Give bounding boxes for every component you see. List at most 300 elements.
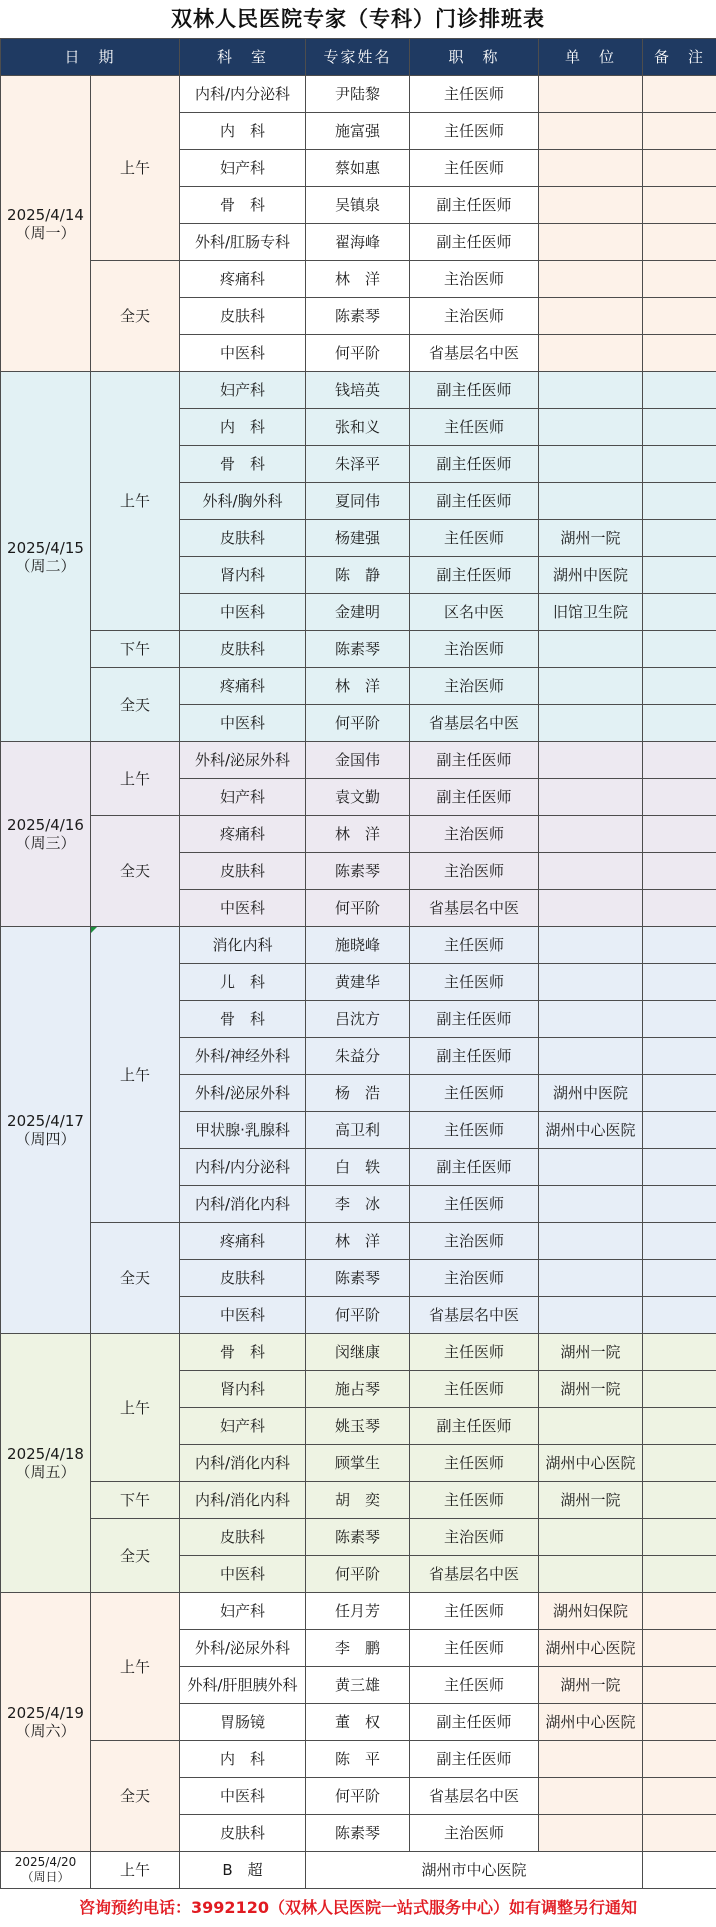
remark-cell	[643, 1556, 716, 1593]
unit-cell: 湖州一院	[539, 1667, 643, 1704]
doctor-title-cell: 主任医师	[410, 1186, 539, 1223]
doctor-name-cell: 何平阶	[306, 1778, 410, 1815]
unit-cell	[539, 816, 643, 853]
unit-cell: 湖州中医院	[539, 1075, 643, 1112]
session-label: 全天	[120, 1547, 150, 1565]
unit-cell	[539, 668, 643, 705]
doctor-title-cell: 副主任医师	[410, 1704, 539, 1741]
weekday-text: （周一）	[1, 224, 90, 242]
remark-cell	[643, 1593, 716, 1630]
doctor-name-cell: 李 鹏	[306, 1630, 410, 1667]
doctor-title-cell: 副主任医师	[410, 779, 539, 816]
date-cell	[1, 1334, 91, 1593]
unit-cell: 湖州中医院	[539, 557, 643, 594]
doctor-title-cell: 副主任医师	[410, 557, 539, 594]
session-label: 全天	[120, 1269, 150, 1287]
schedule-row	[1, 1852, 716, 1889]
remark-cell	[643, 1112, 716, 1149]
doctor-name-cell: 朱泽平	[306, 446, 410, 483]
remark-cell	[643, 668, 716, 705]
doctor-name-cell: 陈素琴	[306, 1815, 410, 1852]
remark-cell	[643, 520, 716, 557]
schedule-row	[1, 631, 716, 668]
doctor-title-cell: 副主任医师	[410, 1038, 539, 1075]
unit-cell: 旧馆卫生院	[539, 594, 643, 631]
doctor-name-cell: 何平阶	[306, 1556, 410, 1593]
department-cell: 皮肤科	[180, 520, 306, 557]
department-cell: 中医科	[180, 1778, 306, 1815]
doctor-title-cell: 副主任医师	[410, 224, 539, 261]
remark-cell	[643, 705, 716, 742]
remark-cell	[643, 1260, 716, 1297]
date-cell	[1, 372, 91, 742]
header-unit: 单 位	[539, 39, 643, 76]
weekday-text: （周六）	[1, 1722, 90, 1740]
session-cell	[91, 1593, 180, 1741]
unit-cell: 湖州一院	[539, 1334, 643, 1371]
unit-cell	[539, 446, 643, 483]
doctor-name-cell: 陈 静	[306, 557, 410, 594]
department-cell: 内 科	[180, 1741, 306, 1778]
header-remark: 备 注	[643, 39, 716, 76]
session-cell	[91, 1741, 180, 1852]
department-cell: 内科/消化内科	[180, 1482, 306, 1519]
session-cell	[91, 1482, 180, 1519]
date-cell	[1, 1593, 91, 1852]
unit-cell	[539, 890, 643, 927]
doctor-title-cell: 主治医师	[410, 1223, 539, 1260]
remark-cell	[643, 1741, 716, 1778]
unit-cell	[539, 1556, 643, 1593]
doctor-title-cell: 副主任医师	[410, 187, 539, 224]
remark-cell	[643, 1038, 716, 1075]
remark-cell	[643, 1186, 716, 1223]
session-cell	[91, 1852, 180, 1889]
department-cell: 妇产科	[180, 1593, 306, 1630]
unit-cell	[539, 927, 643, 964]
department-cell: 内 科	[180, 409, 306, 446]
weekday-text: （周三）	[1, 834, 90, 852]
remark-cell	[643, 1778, 716, 1815]
doctor-title-cell: 省基层名中医	[410, 705, 539, 742]
session-cell	[91, 631, 180, 668]
doctor-name-cell: 顾掌生	[306, 1445, 410, 1482]
date-text: 2025/4/18	[1, 1445, 90, 1463]
doctor-title-cell: 省基层名中医	[410, 1778, 539, 1815]
remark-cell	[643, 964, 716, 1001]
doctor-name-cell: 何平阶	[306, 1297, 410, 1334]
schedule-row	[1, 816, 716, 853]
department-cell: 外科/肝胆胰外科	[180, 1667, 306, 1704]
schedule-row	[1, 261, 716, 298]
doctor-name-cell: 陈素琴	[306, 1519, 410, 1556]
doctor-title-cell: 主治医师	[410, 668, 539, 705]
doctor-name-cell: 钱培英	[306, 372, 410, 409]
remark-cell	[643, 113, 716, 150]
date-text: 2025/4/16	[1, 816, 90, 834]
remark-cell	[643, 224, 716, 261]
doctor-title-cell: 主任医师	[410, 1593, 539, 1630]
unit-cell	[539, 409, 643, 446]
session-label: 上午	[120, 492, 150, 510]
doctor-title-cell: 省基层名中医	[410, 335, 539, 372]
header-doctor-name: 专家姓名	[306, 39, 410, 76]
doctor-title-cell: 主治医师	[410, 853, 539, 890]
doctor-title-cell: 主任医师	[410, 113, 539, 150]
schedule-row	[1, 742, 716, 779]
remark-cell	[643, 483, 716, 520]
department-cell: 中医科	[180, 335, 306, 372]
unit-cell	[539, 1297, 643, 1334]
remark-cell	[643, 1408, 716, 1445]
remark-cell	[643, 335, 716, 372]
doctor-name-cell: 李 冰	[306, 1186, 410, 1223]
remark-cell	[643, 409, 716, 446]
doctor-name-cell: 袁文勤	[306, 779, 410, 816]
department-cell: 皮肤科	[180, 1519, 306, 1556]
schedule-row	[1, 1593, 716, 1630]
doctor-name-cell: 杨建强	[306, 520, 410, 557]
session-label: 上午	[120, 159, 150, 177]
remark-cell	[643, 1815, 716, 1852]
doctor-name-cell: 林 洋	[306, 816, 410, 853]
cell-indicator-icon	[91, 927, 97, 933]
header-date: 日 期	[1, 39, 180, 76]
session-cell	[91, 1519, 180, 1593]
department-cell: 疼痛科	[180, 668, 306, 705]
remark-cell	[643, 853, 716, 890]
doctor-name-cell: 施占琴	[306, 1371, 410, 1408]
doctor-title-cell: 副主任医师	[410, 483, 539, 520]
remark-cell	[643, 1852, 716, 1889]
date-text: 2025/4/15	[1, 539, 90, 557]
remark-cell	[643, 1371, 716, 1408]
weekday-text: （周五）	[1, 1463, 90, 1481]
doctor-name-cell: 陈素琴	[306, 853, 410, 890]
doctor-title-cell: 副主任医师	[410, 742, 539, 779]
date-text: 2025/4/20	[1, 1855, 90, 1870]
date-text: 2025/4/17	[1, 1112, 90, 1130]
merged-unit-cell: 湖州市中心医院	[306, 1852, 643, 1889]
department-cell: 疼痛科	[180, 261, 306, 298]
department-cell: 中医科	[180, 890, 306, 927]
department-cell: 皮肤科	[180, 853, 306, 890]
remark-cell	[643, 1334, 716, 1371]
department-cell: 中医科	[180, 705, 306, 742]
unit-cell	[539, 964, 643, 1001]
doctor-name-cell: 林 洋	[306, 261, 410, 298]
remark-cell	[643, 1223, 716, 1260]
schedule-row	[1, 927, 716, 964]
department-cell: 骨 科	[180, 446, 306, 483]
schedule-row	[1, 1519, 716, 1556]
session-label: 上午	[120, 1066, 150, 1084]
unit-cell	[539, 372, 643, 409]
session-cell	[91, 668, 180, 742]
doctor-title-cell: 主任医师	[410, 1482, 539, 1519]
doctor-name-cell: 姚玉琴	[306, 1408, 410, 1445]
doctor-title-cell: 主任医师	[410, 1075, 539, 1112]
schedule-body	[1, 76, 716, 1889]
doctor-name-cell: 吕沈方	[306, 1001, 410, 1038]
doctor-name-cell: 陈素琴	[306, 631, 410, 668]
doctor-title-cell: 主治医师	[410, 631, 539, 668]
remark-cell	[643, 1001, 716, 1038]
session-cell	[91, 742, 180, 816]
unit-cell	[539, 631, 643, 668]
unit-cell: 湖州一院	[539, 1371, 643, 1408]
remark-cell	[643, 1482, 716, 1519]
unit-cell: 湖州妇保院	[539, 1593, 643, 1630]
remark-cell	[643, 742, 716, 779]
session-cell	[91, 1223, 180, 1334]
remark-cell	[643, 927, 716, 964]
doctor-title-cell: 主治医师	[410, 1519, 539, 1556]
unit-cell: 湖州中心医院	[539, 1630, 643, 1667]
doctor-title-cell: 主任医师	[410, 1371, 539, 1408]
remark-cell	[643, 1297, 716, 1334]
session-cell	[91, 927, 180, 1223]
remark-cell	[643, 1630, 716, 1667]
doctor-name-cell: 蔡如惠	[306, 150, 410, 187]
department-cell: 肾内科	[180, 557, 306, 594]
session-label: 上午	[120, 1658, 150, 1676]
doctor-title-cell: 主任医师	[410, 409, 539, 446]
remark-cell	[643, 631, 716, 668]
schedule-row	[1, 1741, 716, 1778]
department-cell: 外科/肛肠专科	[180, 224, 306, 261]
doctor-name-cell: 胡 奕	[306, 1482, 410, 1519]
remark-cell	[643, 816, 716, 853]
doctor-title-cell: 副主任医师	[410, 372, 539, 409]
doctor-title-cell: 主任医师	[410, 1630, 539, 1667]
weekday-text: （周日）	[1, 1870, 90, 1885]
session-cell	[91, 372, 180, 631]
department-cell: 中医科	[180, 1297, 306, 1334]
doctor-name-cell: 黄建华	[306, 964, 410, 1001]
schedule-row	[1, 1482, 716, 1519]
session-label: 全天	[120, 696, 150, 714]
department-cell: 儿 科	[180, 964, 306, 1001]
department-cell: 外科/泌尿外科	[180, 1630, 306, 1667]
unit-cell	[539, 1149, 643, 1186]
doctor-title-cell: 主任医师	[410, 1334, 539, 1371]
unit-cell	[539, 1519, 643, 1556]
doctor-title-cell: 省基层名中医	[410, 890, 539, 927]
session-label: 全天	[120, 1787, 150, 1805]
department-cell: 内科/消化内科	[180, 1186, 306, 1223]
doctor-name-cell: 陈素琴	[306, 1260, 410, 1297]
department-cell: 甲状腺·乳腺科	[180, 1112, 306, 1149]
department-cell: 内科/内分泌科	[180, 1149, 306, 1186]
doctor-title-cell: 省基层名中医	[410, 1297, 539, 1334]
doctor-title-cell: 主任医师	[410, 1667, 539, 1704]
unit-cell	[539, 261, 643, 298]
unit-cell: 湖州中心医院	[539, 1704, 643, 1741]
unit-cell	[539, 1408, 643, 1445]
doctor-name-cell: 金国伟	[306, 742, 410, 779]
remark-cell	[643, 298, 716, 335]
remark-cell	[643, 1704, 716, 1741]
date-cell	[1, 76, 91, 372]
doctor-title-cell: 主任医师	[410, 520, 539, 557]
remark-cell	[643, 446, 716, 483]
department-cell: 疼痛科	[180, 816, 306, 853]
doctor-title-cell: 副主任医师	[410, 1149, 539, 1186]
remark-cell	[643, 1519, 716, 1556]
table-header	[1, 39, 716, 76]
department-cell: 妇产科	[180, 372, 306, 409]
unit-cell	[539, 1260, 643, 1297]
department-cell: 消化内科	[180, 927, 306, 964]
header-row	[1, 39, 716, 76]
department-cell: 妇产科	[180, 1408, 306, 1445]
doctor-title-cell: 主任医师	[410, 1445, 539, 1482]
doctor-title-cell: 副主任医师	[410, 1741, 539, 1778]
department-cell: 外科/胸外科	[180, 483, 306, 520]
doctor-name-cell: 董 权	[306, 1704, 410, 1741]
department-cell: 皮肤科	[180, 298, 306, 335]
doctor-title-cell: 主治医师	[410, 298, 539, 335]
doctor-name-cell: 白 轶	[306, 1149, 410, 1186]
header-title: 职 称	[410, 39, 539, 76]
unit-cell	[539, 1186, 643, 1223]
doctor-title-cell: 主任医师	[410, 1112, 539, 1149]
unit-cell: 湖州中心医院	[539, 1445, 643, 1482]
doctor-name-cell: 夏同伟	[306, 483, 410, 520]
session-label: 下午	[120, 640, 150, 658]
doctor-name-cell: 翟海峰	[306, 224, 410, 261]
session-label: 全天	[120, 307, 150, 325]
session-label: 下午	[120, 1491, 150, 1509]
department-cell: 内科/内分泌科	[180, 76, 306, 113]
unit-cell	[539, 742, 643, 779]
department-cell: 外科/神经外科	[180, 1038, 306, 1075]
doctor-name-cell: 杨 浩	[306, 1075, 410, 1112]
unit-cell: 湖州一院	[539, 1482, 643, 1519]
unit-cell	[539, 1001, 643, 1038]
unit-cell	[539, 853, 643, 890]
unit-cell	[539, 1815, 643, 1852]
schedule-row	[1, 76, 716, 113]
doctor-name-cell: 施富强	[306, 113, 410, 150]
remark-cell	[643, 594, 716, 631]
doctor-name-cell: 林 洋	[306, 1223, 410, 1260]
remark-cell	[643, 1075, 716, 1112]
doctor-name-cell: 黄三雄	[306, 1667, 410, 1704]
department-cell: 疼痛科	[180, 1223, 306, 1260]
unit-cell	[539, 150, 643, 187]
unit-cell	[539, 187, 643, 224]
schedule-row	[1, 1334, 716, 1371]
doctor-title-cell: 区名中医	[410, 594, 539, 631]
doctor-title-cell: 副主任医师	[410, 1408, 539, 1445]
department-cell: B 超	[180, 1852, 306, 1889]
doctor-name-cell: 何平阶	[306, 705, 410, 742]
session-cell	[91, 76, 180, 261]
weekday-text: （周四）	[1, 1130, 90, 1148]
department-cell: 妇产科	[180, 779, 306, 816]
remark-cell	[643, 150, 716, 187]
session-cell	[91, 816, 180, 927]
unit-cell	[539, 335, 643, 372]
unit-cell	[539, 705, 643, 742]
doctor-name-cell: 任月芳	[306, 1593, 410, 1630]
session-label: 全天	[120, 862, 150, 880]
remark-cell	[643, 372, 716, 409]
date-text: 2025/4/19	[1, 1704, 90, 1722]
department-cell: 胃肠镜	[180, 1704, 306, 1741]
doctor-title-cell: 主治医师	[410, 816, 539, 853]
department-cell: 妇产科	[180, 150, 306, 187]
remark-cell	[643, 779, 716, 816]
department-cell: 内科/消化内科	[180, 1445, 306, 1482]
doctor-title-cell: 主治医师	[410, 261, 539, 298]
unit-cell	[539, 298, 643, 335]
doctor-name-cell: 尹陆黎	[306, 76, 410, 113]
weekday-text: （周二）	[1, 557, 90, 575]
doctor-name-cell: 陈 平	[306, 1741, 410, 1778]
schedule-table	[0, 38, 716, 1889]
unit-cell	[539, 1038, 643, 1075]
department-cell: 骨 科	[180, 187, 306, 224]
schedule-row	[1, 668, 716, 705]
unit-cell	[539, 113, 643, 150]
doctor-name-cell: 张和义	[306, 409, 410, 446]
doctor-title-cell: 主任医师	[410, 76, 539, 113]
department-cell: 皮肤科	[180, 1815, 306, 1852]
department-cell: 中医科	[180, 1556, 306, 1593]
unit-cell: 湖州中心医院	[539, 1112, 643, 1149]
doctor-title-cell: 副主任医师	[410, 446, 539, 483]
session-cell	[91, 261, 180, 372]
doctor-name-cell: 林 洋	[306, 668, 410, 705]
unit-cell	[539, 224, 643, 261]
doctor-title-cell: 主治医师	[410, 1260, 539, 1297]
department-cell: 皮肤科	[180, 1260, 306, 1297]
unit-cell	[539, 1778, 643, 1815]
department-cell: 外科/泌尿外科	[180, 742, 306, 779]
doctor-name-cell: 吴镇泉	[306, 187, 410, 224]
doctor-title-cell: 主任医师	[410, 927, 539, 964]
remark-cell	[643, 557, 716, 594]
schedule-row	[1, 1223, 716, 1260]
remark-cell	[643, 890, 716, 927]
date-cell	[1, 742, 91, 927]
unit-cell	[539, 76, 643, 113]
session-cell	[91, 1334, 180, 1482]
doctor-name-cell: 施晓峰	[306, 927, 410, 964]
schedule-row	[1, 372, 716, 409]
doctor-title-cell: 主治医师	[410, 1815, 539, 1852]
unit-cell	[539, 1741, 643, 1778]
doctor-name-cell: 朱益分	[306, 1038, 410, 1075]
remark-cell	[643, 1149, 716, 1186]
doctor-name-cell: 何平阶	[306, 890, 410, 927]
unit-cell	[539, 779, 643, 816]
doctor-title-cell: 省基层名中医	[410, 1556, 539, 1593]
session-label: 上午	[120, 1399, 150, 1417]
department-cell: 外科/泌尿外科	[180, 1075, 306, 1112]
doctor-name-cell: 闵继康	[306, 1334, 410, 1371]
unit-cell	[539, 1223, 643, 1260]
doctor-title-cell: 主任医师	[410, 150, 539, 187]
doctor-name-cell: 金建明	[306, 594, 410, 631]
remark-cell	[643, 76, 716, 113]
doctor-name-cell: 陈素琴	[306, 298, 410, 335]
doctor-title-cell: 副主任医师	[410, 1001, 539, 1038]
page-title: 双林人民医院专家（专科）门诊排班表	[0, 0, 716, 38]
